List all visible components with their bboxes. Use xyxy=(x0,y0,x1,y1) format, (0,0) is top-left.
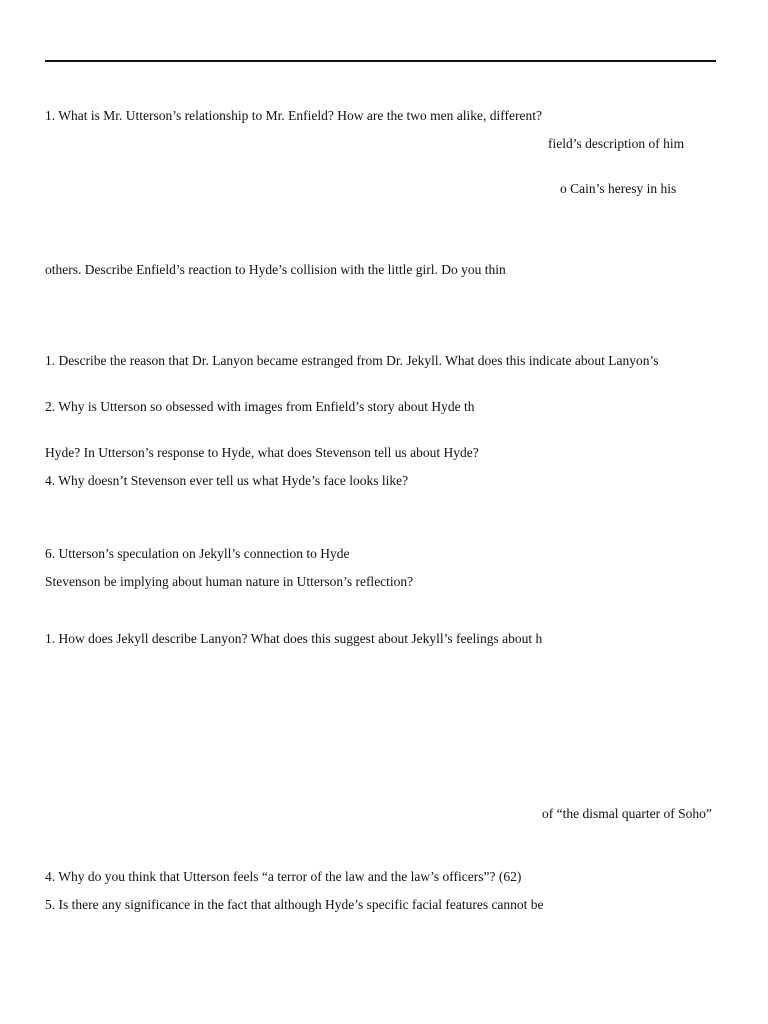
question-text: Stevenson be implying about human nature in Utterson’s reflection? xyxy=(45,574,414,589)
fragment-text: o Cain’s heresy in his xyxy=(560,181,677,196)
question-text: others. Describe Enfield’s reaction to Hyde’s collision with the little girl. Do you thin xyxy=(45,262,506,277)
question-text: 1. Describe the reason that Dr. Lanyon became estranged from Dr. Jekyll. What does this indicate about Lanyon’s xyxy=(45,353,659,368)
question-text: 6. Utterson’s speculation on Jekyll’s connection to Hyde xyxy=(45,546,350,561)
question-text: 4. Why do you think that Utterson feels “a terror of the law and the law’s officers”? (62) xyxy=(45,869,522,884)
header-rule xyxy=(45,60,716,62)
question-text: 1. What is Mr. Utterson’s relationship to Mr. Enfield? How are the two men alike, different? xyxy=(45,108,543,123)
question-text: 2. Why is Utterson so obsessed with images from Enfield’s story about Hyde th xyxy=(45,399,475,414)
question-text: Hyde? In Utterson’s response to Hyde, what does Stevenson tell us about Hyde? xyxy=(45,445,479,460)
fragment-text: of “the dismal quarter of Soho” xyxy=(542,806,712,821)
question-text: 5. Is there any significance in the fact that although Hyde’s specific facial features cannot be xyxy=(45,897,544,912)
fragment-text: field’s description of him xyxy=(548,136,685,151)
question-text: 1. How does Jekyll describe Lanyon? What does this suggest about Jekyll’s feelings about h xyxy=(45,631,543,646)
question-text: 4. Why doesn’t Stevenson ever tell us what Hyde’s face looks like? xyxy=(45,473,409,488)
